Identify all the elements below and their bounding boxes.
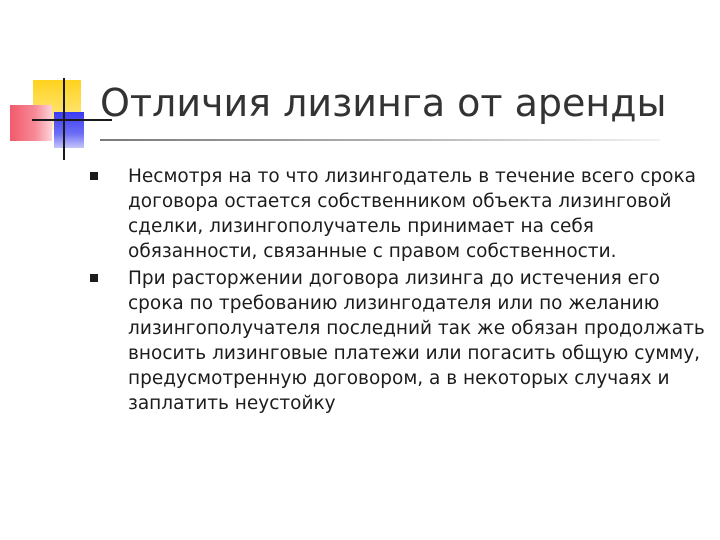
blue-square-shape <box>54 112 84 148</box>
square-bullet-icon <box>90 172 98 180</box>
decorative-logo <box>0 0 110 170</box>
bullet-item <box>90 164 706 264</box>
slide-title: Отличия лизинга от аренды <box>100 81 667 125</box>
bullet-text: Несмотря на то что лизингодатель в течение всего срока договора остается собственником объекта лизинговой сделки, лизингополучатель принимает на себя обязанности, связанные с правом собственности. <box>128 166 696 262</box>
bullet-text: При расторжении договора лизинга до истечения его срока по требованию лизингодателя или по желанию лизингополучателя последний так же обязан продолжать вносить лизинговые платежи или погасить общую сумму, предусмотренную договором, а в некоторых случаях и заплатить неустойку <box>128 268 705 414</box>
bullet-item <box>90 266 706 416</box>
red-square-shape <box>10 105 52 141</box>
square-bullet-icon <box>90 274 98 282</box>
bullet-list <box>90 164 706 418</box>
title-underline <box>100 139 660 141</box>
